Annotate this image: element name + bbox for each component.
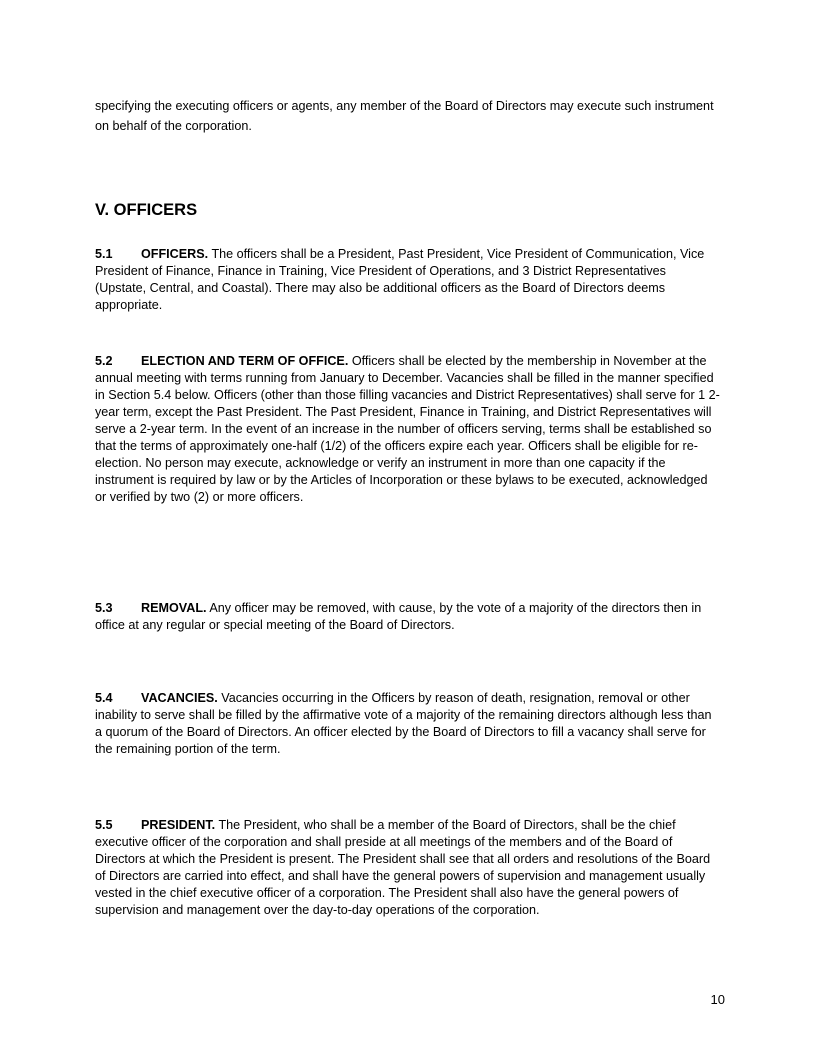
- section-number: 5.3: [95, 601, 113, 615]
- page-number: 10: [710, 992, 725, 1007]
- section-number: 5.2: [95, 354, 113, 368]
- section-body: Vacancies occurring in the Officers by reason of death, resignation, removal or other inability to serve shall be filled by the affirmative vote of a majority of the remaining directors although less than a quorum of the Board of Directors. An officer elected by the Board of Directors to fill a vacancy shall serve for the remaining portion of the term.: [95, 691, 712, 756]
- section-title: VACANCIES.: [141, 691, 218, 705]
- section-body: The officers shall be a President, Past President, Vice President of Communication, Vice President of Finance, Finance in Training, Vice President of Operations, and 3 District Representatives (Upstate, Central, and Coastal). There may also be additional officers as the Board of Directors deems appropriate.: [95, 247, 705, 312]
- section-body: The President, who shall be a member of the Board of Directors, shall be the chief executive officer of the corporation and shall preside at all meetings of the members and of the Board of Directors at which the President is present. The President shall see that all orders and resolutions of the Board of Directors are carried into effect, and shall have the general powers of supervision and management usually vested in the chief executive officer of a corporation. The President shall also have the general powers of supervision and management over the day-to-day operations of the corporation.: [95, 818, 711, 917]
- section-title: PRESIDENT.: [141, 818, 216, 832]
- section-5-5: [95, 817, 720, 919]
- section-body: Officers shall be elected by the membership in November at the annual meeting with terms running from January to December. Vacancies shall be filled in the manner specified in Section 5.4 below. Officers (other than those filling vacancies and District Representatives) shall serve for 1 2-year term, except the Past President. The Past President, Finance in Training, and District Representatives will serve a 2-year term. In the event of an increase in the number of officers serving, terms shall be established so that the terms of approximately one-half (1/2) of the officers expire each year. Officers shall be eligible for re-election. No person may execute, acknowledge or verify an instrument in more than one capacity if the instrument is required by law or by the Articles of Incorporation or these bylaws to be executed, acknowledged or verified by two (2) or more officers.: [95, 354, 720, 504]
- intro-paragraph: specifying the executing officers or agents, any member of the Board of Directors may execute such instrument on behalf of the corporation.: [95, 99, 714, 133]
- section-5-2: [95, 353, 720, 506]
- section-title: OFFICERS.: [141, 247, 209, 261]
- section-5-1: [95, 246, 720, 314]
- section-5-3: [95, 600, 720, 634]
- section-title: ELECTION AND TERM OF OFFICE.: [141, 354, 349, 368]
- section-body: Any officer may be removed, with cause, by the vote of a majority of the directors then in office at any regular or special meeting of the Board of Directors.: [95, 601, 702, 632]
- section-5-4: [95, 690, 720, 758]
- section-number: 5.5: [95, 818, 113, 832]
- section-number: 5.4: [95, 691, 113, 705]
- section-title: REMOVAL.: [141, 601, 207, 615]
- section-heading: V. OFFICERS: [95, 201, 198, 219]
- section-number: 5.1: [95, 247, 113, 261]
